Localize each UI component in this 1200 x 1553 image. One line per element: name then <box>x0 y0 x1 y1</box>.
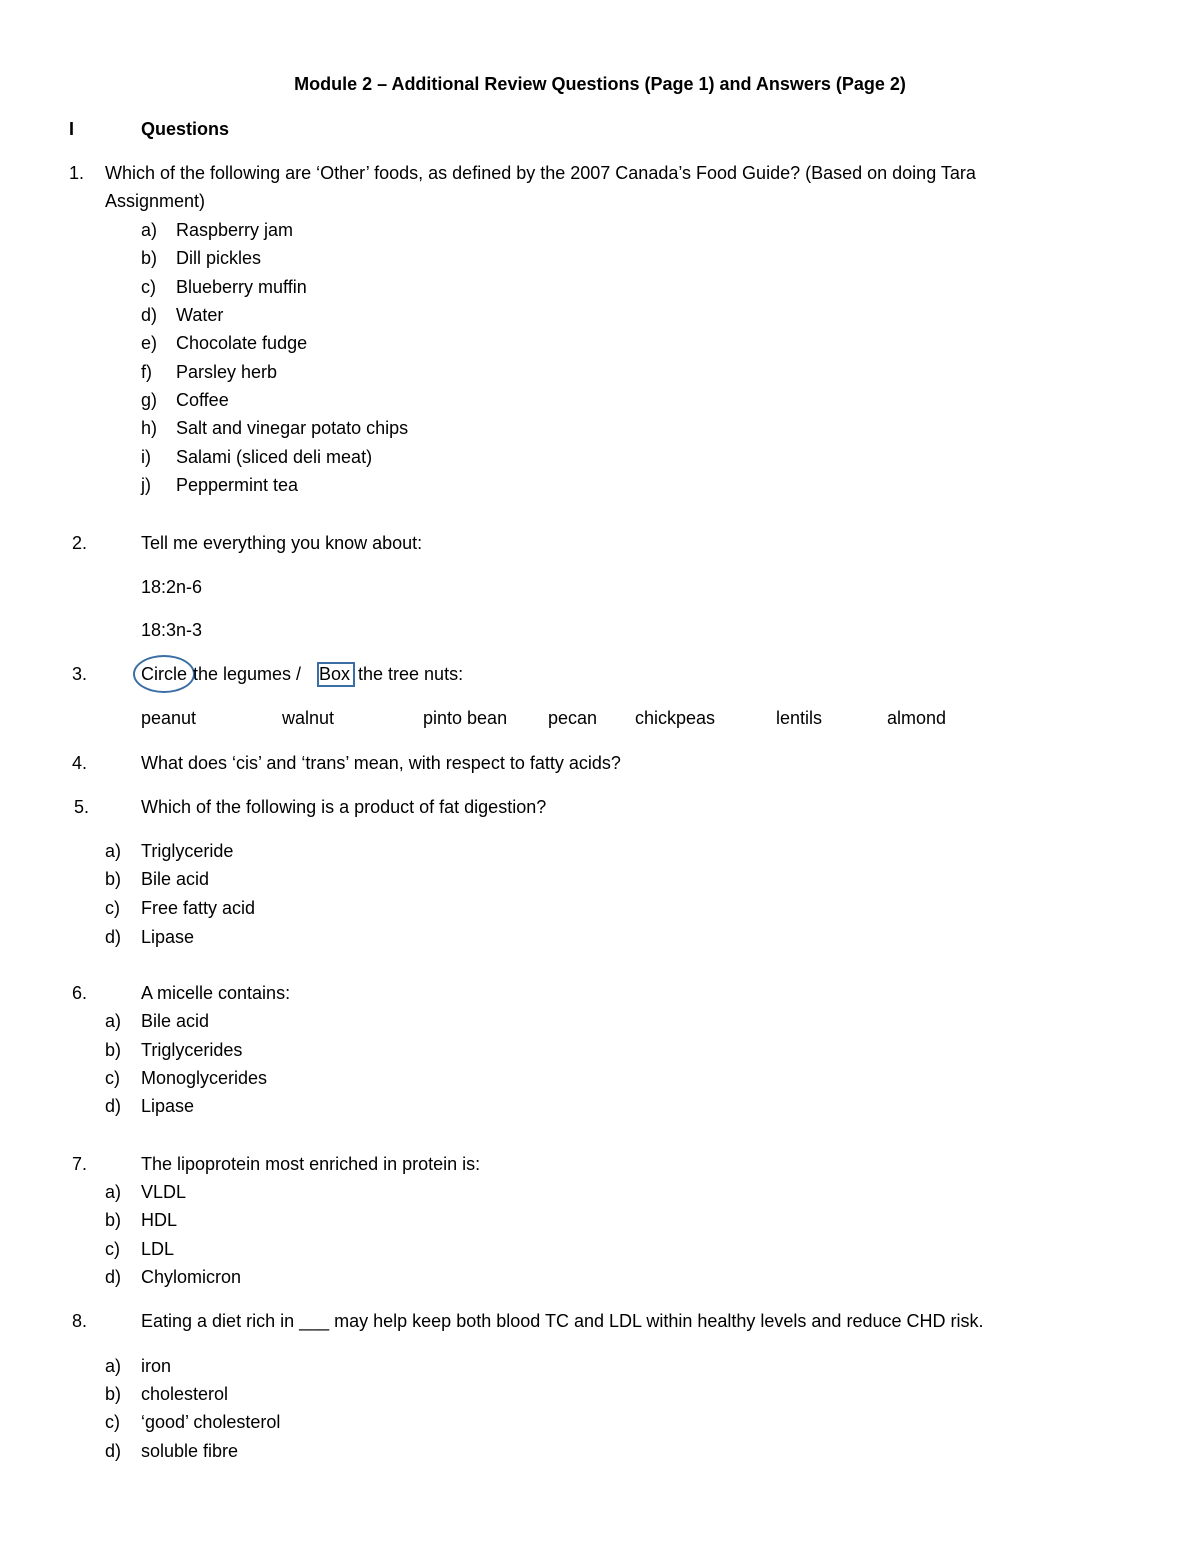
question-number: 6. <box>72 983 88 1003</box>
option-text: Peppermint tea <box>176 475 299 495</box>
option-text: HDL <box>141 1210 178 1230</box>
option-letter: c) <box>141 277 156 297</box>
option-text: cholesterol <box>141 1384 229 1404</box>
option-letter: a) <box>141 220 158 240</box>
option-text: iron <box>141 1356 172 1376</box>
option-text: Salt and vinegar potato chips <box>176 418 409 438</box>
option-letter: a) <box>105 1011 122 1031</box>
section-number: I <box>69 119 75 139</box>
food-word: lentils <box>776 708 823 728</box>
option-letter: b) <box>105 1040 122 1060</box>
option-letter: a) <box>105 1356 122 1376</box>
option-letter: a) <box>105 841 122 861</box>
food-word: pinto bean <box>423 708 508 728</box>
option-text: soluble fibre <box>141 1441 239 1461</box>
option-letter: b) <box>105 1384 122 1404</box>
option-letter: c) <box>105 1068 120 1088</box>
question-text-end: the tree nuts: <box>358 664 464 684</box>
option-letter: d) <box>105 1096 122 1116</box>
option-text: Parsley herb <box>176 362 278 382</box>
option-letter: d) <box>105 1267 122 1287</box>
option-text: ‘good’ cholesterol <box>141 1412 281 1432</box>
food-word: peanut <box>141 708 197 728</box>
option-text: Lipase <box>141 1096 195 1116</box>
question-text: Eating a diet rich in ___ may help keep both blood TC and LDL within healthy levels and reduce CHD risk. <box>141 1311 984 1331</box>
option-letter: f) <box>141 362 152 382</box>
box-word: Box <box>319 664 351 684</box>
option-letter: d) <box>105 1441 122 1461</box>
option-text: Dill pickles <box>176 248 262 268</box>
question-number: 4. <box>72 753 88 773</box>
question-text: A micelle contains: <box>141 983 291 1003</box>
option-text: Water <box>176 305 224 325</box>
option-text: Raspberry jam <box>176 220 294 240</box>
fatty-acid-item: 18:3n-3 <box>141 620 203 640</box>
section-label: Questions <box>141 119 230 139</box>
option-text: Free fatty acid <box>141 898 256 918</box>
option-text: Salami (sliced deli meat) <box>176 447 373 467</box>
option-text: Blueberry muffin <box>176 277 307 297</box>
option-letter: h) <box>141 418 158 438</box>
option-text: Monoglycerides <box>141 1068 268 1088</box>
question-number: 3. <box>72 664 88 684</box>
option-text: Lipase <box>141 927 195 947</box>
option-letter: b) <box>105 869 122 889</box>
option-text: Bile acid <box>141 1011 210 1031</box>
option-text: Bile acid <box>141 869 210 889</box>
question-text: Which of the following is a product of fat digestion? <box>141 797 547 817</box>
option-text: Coffee <box>176 390 229 410</box>
question-text: Which of the following are ‘Other’ foods, as defined by the 2007 Canada’s Food Guide? (Based on doing Tara <box>105 163 976 183</box>
question-number: 5. <box>74 797 90 817</box>
food-word: pecan <box>548 708 598 728</box>
option-letter: b) <box>141 248 158 268</box>
page-title: Module 2 – Additional Review Questions (Page 1) and Answers (Page 2) <box>294 74 906 94</box>
option-text: Triglycerides <box>141 1040 243 1060</box>
question-text-continued: Assignment) <box>105 191 206 211</box>
question-text: The lipoprotein most enriched in protein is: <box>141 1154 481 1174</box>
option-letter: d) <box>105 927 122 947</box>
option-letter: i) <box>141 447 151 467</box>
option-letter: d) <box>141 305 158 325</box>
option-letter: c) <box>105 1412 120 1432</box>
question-number: 1. <box>69 163 85 183</box>
fatty-acid-item: 18:2n-6 <box>141 577 203 597</box>
food-word: almond <box>887 708 947 728</box>
option-letter: g) <box>141 390 158 410</box>
question-text: Tell me everything you know about: <box>141 533 423 553</box>
option-letter: a) <box>105 1182 122 1202</box>
question-number: 2. <box>72 533 88 553</box>
option-letter: b) <box>105 1210 122 1230</box>
food-word: chickpeas <box>635 708 716 728</box>
option-letter: c) <box>105 898 120 918</box>
option-text: Triglyceride <box>141 841 234 861</box>
option-letter: c) <box>105 1239 120 1259</box>
food-word: walnut <box>282 708 335 728</box>
question-text: What does ‘cis’ and ‘trans’ mean, with respect to fatty acids? <box>141 753 621 773</box>
option-text: VLDL <box>141 1182 187 1202</box>
option-letter: j) <box>141 475 151 495</box>
option-text: LDL <box>141 1239 175 1259</box>
question-text: the legumes / <box>193 664 302 684</box>
circle-word: Circle <box>141 664 188 684</box>
option-text: Chylomicron <box>141 1267 242 1287</box>
option-text: Chocolate fudge <box>176 333 308 353</box>
option-letter: e) <box>141 333 158 353</box>
question-number: 8. <box>72 1311 88 1331</box>
question-number: 7. <box>72 1154 88 1174</box>
